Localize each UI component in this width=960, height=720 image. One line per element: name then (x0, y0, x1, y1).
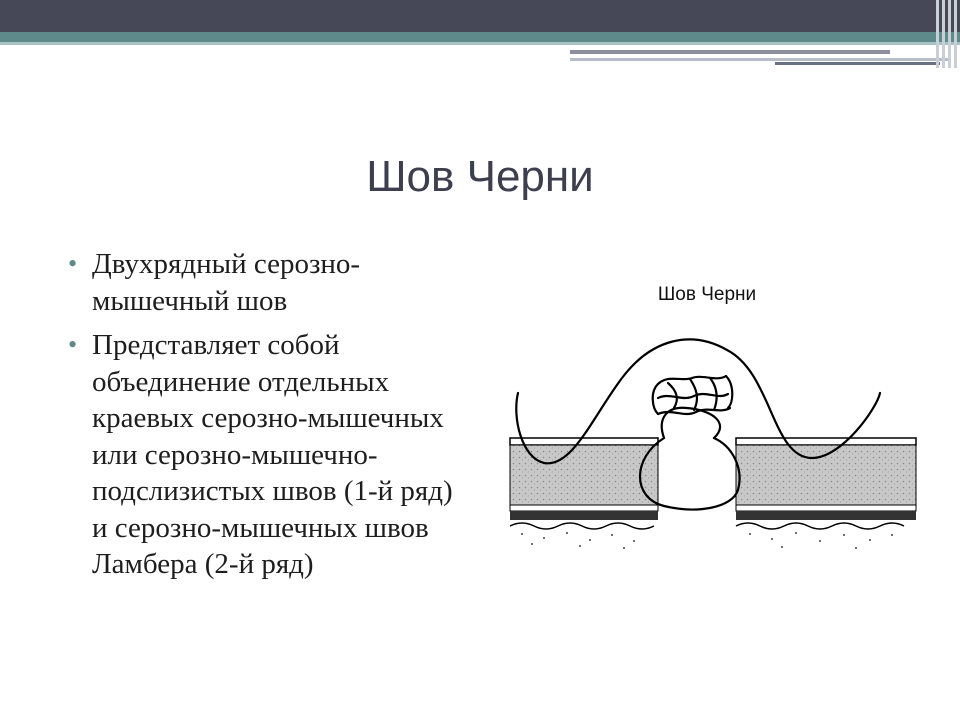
header-accent-line (0, 42, 960, 45)
bullet-icon: • (68, 330, 78, 359)
header-bar (0, 0, 960, 32)
bullet-text: Двухрядный серозно-мышечный шов (92, 248, 361, 317)
figure-caption: Шов Черни (657, 284, 757, 305)
bullet-icon: • (68, 249, 78, 278)
decor-line (570, 50, 890, 54)
corner-decoration (932, 0, 960, 68)
bullet-item (68, 327, 458, 583)
bullet-item (68, 246, 458, 319)
bullet-list (68, 246, 458, 591)
decor-line (775, 62, 940, 65)
suture-diagram-icon (482, 258, 932, 576)
decor-line (570, 58, 950, 61)
bullet-text: Представляет собой объединение отдельных краевых серозно-мышечных или серозно-мышечно-подслизистых швов (1-й ряд) и серозно-мышечных швов Ламбера (2-й ряд) (92, 329, 453, 580)
slide-title: Шов Черни (366, 152, 594, 201)
suture-figure (482, 258, 932, 576)
header-accent-band (0, 32, 960, 42)
